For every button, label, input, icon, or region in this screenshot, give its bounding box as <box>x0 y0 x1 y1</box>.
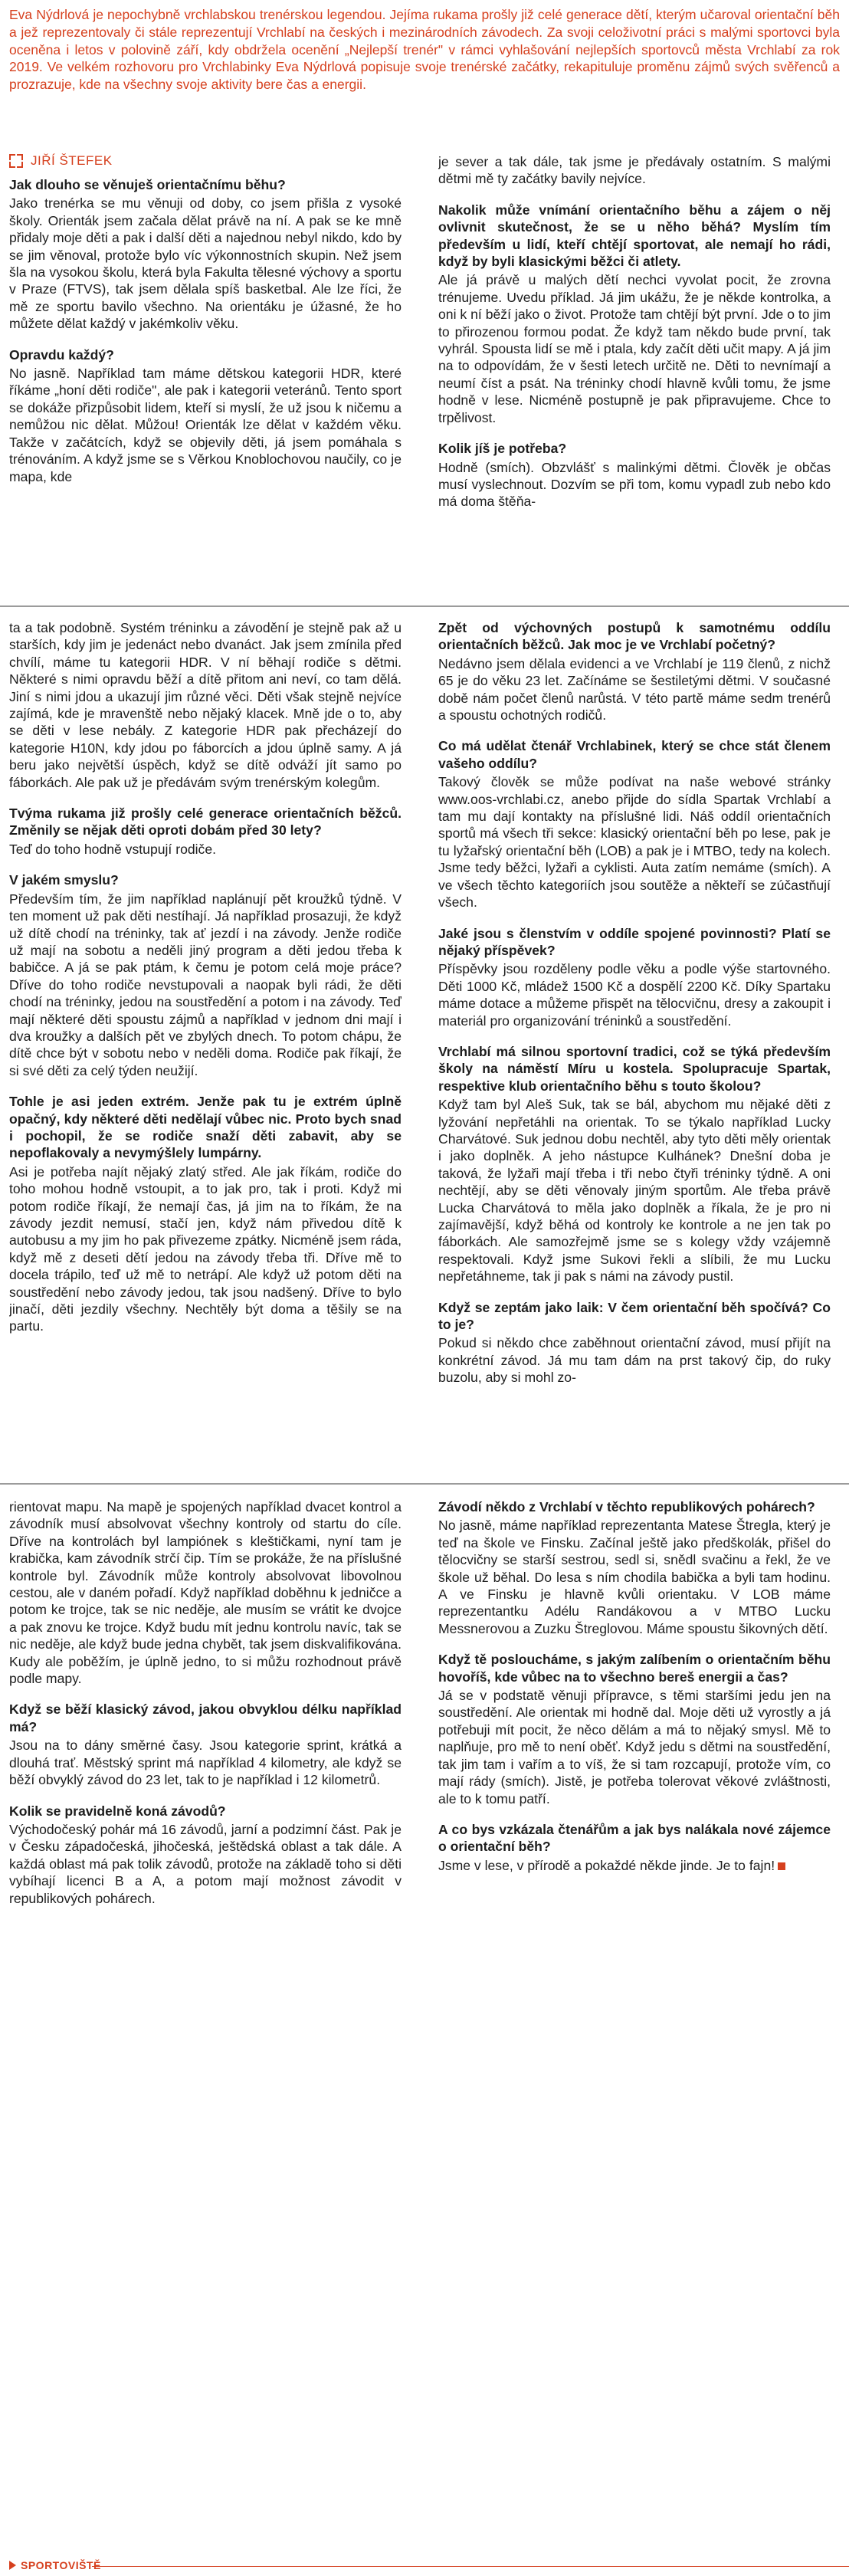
interview-answer: Především tím, že jim například naplánují pět kroužků týdně. V ten moment už pak děti nestíhají. Já například prosazuji, že když už dítě chodí na tréninky, tak ať jezdí i na závody. Jenže rodiče už mají na sobotu a neděli jiný program a děti jedou třeba k babičce. A já se pak ptám, k čemu je potom celá moje práce? Dříve do toho rodiče nevstupovali a naopak byli rádi, že děti chodí na tréninky, jedou na soustředění a potom i na závody. Teď mají některé děti spoustu zájmů a například v jednom dni mají i dva kroužky a dalších pět ve zbylých dnech. To potom chápu, že dítě chce být v sobotu nebo v neděli doma. Rodiče pak říkají, že si své děti za celý týden neužijí. <box>9 891 402 1078</box>
article-intro: Eva Nýdrlová je nepochybně vrchlabskou trenérskou legendou. Jejíma rukama prošly již celé generace dětí, kterým učaroval orientační běh a jež reprezentovaly či stále reprezentují Vrchlabí na českých i mezinárodních závodech. Za svoji celoživotní práci s malými sportovci byla oceněna i letos v polovině září, kdy obdržela ocenění „Nejlepší trenér" v rámci vyhlašování nejlepších sportovců města Vrchlabí za rok 2019. Ve velkém rozhovoru pro Vrchlabinky Eva Nýdrlová popisuje svoje trenérské začátky, rekapituluje proměnu zájmů svých svěřenců a prozrazuje, kde na všechny svoje aktivity bere čas a energii. <box>9 7 840 93</box>
quote-icon <box>9 154 23 168</box>
interview-question: A co bys vzkázala čtenářům a jak bys nalákala nové zájemce o orientační běh? <box>438 1821 831 1855</box>
column-s3-left <box>9 1498 402 2548</box>
interview-answer: Takový člověk se může podívat na naše webové stránky www.oos-vrchlabi.cz, anebo přijde do sídla Spartak Vrchlabí a tam mu dají kontakty na příslušné lidi. Náš oddíl orientačních sportů má všech tři sekce: klasický orientační běh po lese, pak je tu lyžařský orientační běh (LOB) a pak je i MTBO, tedy na kolech. Jsme tedy běžci, lyžaři a cyklisti. Auta zatím nemáme (smích). A ve všech těchto kategoriích jsou soutěže a někteří se zúčastňují všech. <box>438 774 831 911</box>
column-s2-right <box>438 619 831 1470</box>
section-divider <box>0 605 849 607</box>
author-name: JIŘÍ ŠTEFEK <box>31 153 113 168</box>
interview-answer: je sever a tak dále, tak jsme je předávaly ostatním. S malými dětmi mě ty začátky bavily nejvíce. <box>438 154 831 187</box>
interview-answer: ta a tak podobně. Systém tréninku a závodění je stejně pak až u starších, kdy jim je jedenáct nebo dvanáct. Jak jsem zmínila před chvílí, máme tu kategorii HDR. V ní běhají rodiče s dětmi. Některé s nimi opravdu běží a dítě přitom ani neví, co tam dělá. Jiní s nimi jdou a ukazují jim různé věci. Děti však stejně nejvíce zajímá, kde je mravenště nebo nějaký klacek. Mně jde o to, aby se děti v lese nebály. Z kategorie HDR pak přecházejí do kategorie H10N, kdy jdou po fáborcích a jdou úplně samy. A já beru jako největší úspěch, když se dítě odváží jít samo po fáborkách. Ale pak už je předávám svým trenérským kolegům. <box>9 620 402 790</box>
interview-question: Nakolik může vnímání orientačního běhu a zájem o něj ovlivnit skutečnost, že se u něho běhá? Myslím tím především u lidí, kteří chtějí sportovat, ale nemají ho rádi, když by byli klasickými běžci či atlety. <box>438 202 831 270</box>
interview-answer: Ale já právě u malých dětí nechci vyvolat pocit, že zrovna trénujeme. Uvedu příklad. Já jim ukážu, že je někde kontrolka, a oni k ní běží jako o život. Protože tam chtějí být první. Jde o to jim to přirozenou formou podat. Že když tam někdo bude první, tak vyhrál. Spousta lidí se mě i ptala, kdy začít děti učit mapy. A já jim na to odpovídám, že v šesti letech určitě ne. Děti to nevnímají a neumí číst a psát. Na tréninky chodí hlavně kvůli tomu, že jsme hodně v lese. Nicméně postupně je pak připravujeme. Chce to trpělivost. <box>438 272 831 425</box>
interview-answer: Hodně (smích). Obzvlášť s malinkými dětmi. Člověk je občas musí vyslechnout. Dozvím se při tom, komu vypadl zub nebo kdo má doma štěňa- <box>438 459 831 510</box>
interview-answer: Pokud si někdo chce zaběhnout orientační závod, musí přijít na konkrétní závod. Já mu tam dám na prst takový čip, do ruky buzolu, aby si mohl zo- <box>438 1335 831 1386</box>
interview-answer: Nedávno jsem dělala evidenci a ve Vrchlabí je 119 členů, z nichž 65 je do věku 23 let. Začínáme se šestiletými dětmi. V současné době nám počet členů narůstá. V této partě máme sedm trenérů a spoustu ochotných rodičů. <box>438 655 831 724</box>
interview-question: Kolik jíš je potřeba? <box>438 441 567 457</box>
interview-answer: No jasně. Například tam máme dětskou kategorii HDR, které říkáme „honí děti rodiče", ale pak i kategorii veteránů. Tento sport se dokáže přizpůsobit lidem, kteří si myslí, že už jsou k ničemu a nemůžou nic dělat. Můžou! Orienták lze dělat v každém věku. Takže v začátcích, když se objevily děti, já jsem pomáhala s trénováním. A když jsme se s Věrkou Knoblochovou naučily, co je mapa, kde <box>9 366 402 484</box>
interview-question: Když tě posloucháme, s jakým zalíbením o orientačním běhu hovoříš, kde vůbec na to všechno bereš energii a čas? <box>438 1652 831 1685</box>
interview-answer: Já se v podstatě věnuji přípravce, s těmi staršími jedu jen na soustředění. Ale orientak mi hodně dal. Moje děti už vyrostly a já potřebuji mít pocit, že něco dělám a má to nějaký smysl. Mě to naplňuje, pro mě to není oběť. Když jedu s dětmi na soustředění, tak jim tam i vařím a to víš, že si tam rozcapují, protože vím, co mají rády (smích). Jistě, je potřeba tolerovat věkové zvláštnosti, ale to k tomu patří. <box>438 1688 831 1806</box>
section-divider <box>0 1483 849 1485</box>
author-line <box>9 153 113 169</box>
interview-question: Jak dlouho se věnuješ orientačnímu běhu? <box>9 177 286 192</box>
interview-answer: Když tam byl Aleš Suk, tak se bál, abychom mu nějaké děti z lyžování nepřetáhli na orientak. To se týkalo například Lucky Charvátové. Suk jednou dobu nechtěl, aby tyto děti měly orientak i jako doplněk. A jeho nástupce Kulhánek? Dnešní doba je taková, že lyžaři mají třeba i tři nebo čtyři tréninky týdně. A oni nechtějí, aby se děti věnovaly jiným sportům. Ale třeba právě Lucka Charvátová to měla jako doplněk a říkala, že je pro ni zajímavější, když běhá od kontroly ke kontrole a ne jen tak po fáborkách. Ale samozřejmě jsme se s kolegy vždy vzájemně respektovali. Když jsme Sukovi řekli a slíbili, že mu Lucku nepřetáhneme, tak ji pak s námi na závody pustil. <box>438 1097 831 1285</box>
interview-question: Jaké jsou s členstvím v oddíle spojené povinnosti? Platí se nějaký příspěvek? <box>438 925 831 958</box>
section-label: SPORTOVIŠTĚ <box>21 2559 101 2571</box>
interview-question: Závodí někdo z Vrchlabí v těchto republikových pohárech? <box>438 1499 815 1514</box>
interview-question: V jakém smyslu? <box>9 872 119 888</box>
interview-answer: rientovat mapu. Na mapě je spojených například dvacet kontrol a závodník musí absolvovat všechny kontroly od startu do cíle. Dříve na kontrolách byl lampiónek s kleštičkami, nyní tam je krabička, kam závodník strčí čip. Tím se prokáže, že na příslušné kontrole byl. Závodník může kontroly absolvovat libovolnou cestou, ale v daném pořadí. Když například doběhnu k jedničce a potom ke trojce, tak se nic neděje, ale musím se vrátit ke dvojce a pak znovu ke trojce. Když budu mít jednu kontrolu navíc, tak se nic neděje, ale když bude jedna chybět, tak jsem diskvalifikována. Kudy ale poběžím, je úplně jedno, to si můžu rozhodnout právě podle mapy. <box>9 1499 402 1687</box>
interview-question: Když se běží klasický závod, jakou obvyklou délku například má? <box>9 1701 402 1734</box>
interview-question: Co má udělat čtenář Vrchlabinek, který se chce stát členem vašeho oddílu? <box>438 738 831 771</box>
interview-question: Zpět od výchovných postupů k samotnému oddílu orientačních běžců. Jak moc je ve Vrchlabí početný? <box>438 620 831 653</box>
arrow-icon <box>9 2561 16 2570</box>
page-footer <box>0 2557 849 2576</box>
column-s1-right <box>438 153 831 594</box>
interview-answer: Jako trenérka se mu věnuji od doby, co jsem přišla z vysoké školy. Orienták jsem začala dělat právě na ní. A pak se ke mně přidaly moje děti a pak i další děti a najednou nebyl nikdo, kdo by se jim věnoval, protože bylo víc výkonnostních skupin. Než jsem šla na vysokou školu, která byla Fakulta tělesné výchovy a sportu v Praze (FTVS), tak jsem dělala spíš basketbal. Ale lze říci, že mě ze sportu bavilo všechno. Na orientáku je úžasné, že ho můžete dělat každý v jakémkoliv věku. <box>9 195 402 332</box>
interview-question: Vrchlabí má silnou sportovní tradici, což se týká především školy na náměstí Míru u kostela. Spolupracuje Spartak, respektive klub orientačního běhu s touto školou? <box>438 1043 831 1094</box>
column-s1-left <box>9 176 402 594</box>
interview-answer: Východočeský pohár má 16 závodů, jarní a podzimní část. Pak je v Česku západočeská, jihočeská, ještědská oblast a tak dále. A každá oblast má pak tolik závodů, protože na základě toho si děti vybíhají licenci B a A, a potom mají možnost závodit v republikových pohárech. <box>9 1821 402 1906</box>
interview-answer: No jasně, máme například reprezentanta Matese Štregla, který je teď na škole ve Finsku. Začínal ještě jako předškolák, přišel do tělocvičny se starší sestrou, sedl si, snědl svačinu a řekl, že ve škole už běhal. Do lesa s ním chodila babička a byli tam hodinu. A ve Finsku je hlavně kvůli orientaku. V LOB máme reprezentantku Adélu Randákovou a v MTBO Lucku Messnerovou a Zuzku Štreglovou. Máme spoustu šikovných dětí. <box>438 1518 831 1636</box>
interview-question: Kolik se pravidelně koná závodů? <box>9 1803 226 1819</box>
column-s3-right <box>438 1498 831 2548</box>
interview-question: Opravdu každý? <box>9 346 114 363</box>
footer-brand <box>9 2559 101 2571</box>
interview-answer: Asi je potřeba najít nějaký zlatý střed. Ale jak říkám, rodiče do toho mohou hodně vstoupit, a to jak pro, tak i proti. Když mi potom rodiče říkají, že nemají čas, já jim na to říkám, že na závody jezdit nemusí, stačí jen, když nám přivedou dítě k autobusu a my jim ho pak přivezeme zpátky. Nicméně jsem ráda, když mě z deseti dětí jedou na závody třeba tři. Dříve mě to docela trápilo, teď už mě to netrápí. Ale když už potom děti na soustředění nebo závody jedou, tak jsou nadšený. Dříve to bylo jinačí, děti jezdily všechny. Nechtěly být doma a těšily se na partu. <box>9 1163 402 1334</box>
interview-question: Tohle je asi jeden extrém. Jenže pak tu je extrém úplně opačný, kdy některé děti nedělají vůbec nic. Proto bych snad i pochopil, že se rodiče snaží děti zabavit, aby se nepoflakovaly a nevymýšlely lumpárny. <box>9 1094 402 1161</box>
footer-rule <box>92 2566 849 2567</box>
column-s2-left <box>9 619 402 1470</box>
interview-answer: Teď do toho hodně vstupují rodiče. <box>9 841 217 857</box>
interview-answer: Jsou na to dány směrné časy. Jsou kategorie sprint, krátká a dlouhá trať. Městský sprint má například 4 kilometry, ale když se běží obvyklý závod do 23 let, tak to je například i 12 kilometrů. <box>9 1738 402 1788</box>
end-mark <box>778 1862 785 1870</box>
interview-question: Když se zeptám jako laik: V čem orientační běh spočívá? Co to je? <box>438 1299 831 1333</box>
interview-question: Tvýma rukama již prošly celé generace orientačních běžců. Změnily se nějak děti oproti dobám před 30 lety? <box>9 806 402 838</box>
interview-answer: Příspěvky jsou rozděleny podle věku a podle výše startovného. Děti 1000 Kč, mládež 1500 Kč a dospělí 2200 Kč. Díky Spartaku máme dotace a můžeme přispět na tělocvičnu, dresy a zakoupit i materiál pro organizování tréninků a soustředění. <box>438 961 831 1029</box>
interview-answer: Jsme v lese, v přírodě a pokaždé někde jinde. Je to fajn! <box>438 1857 831 1874</box>
